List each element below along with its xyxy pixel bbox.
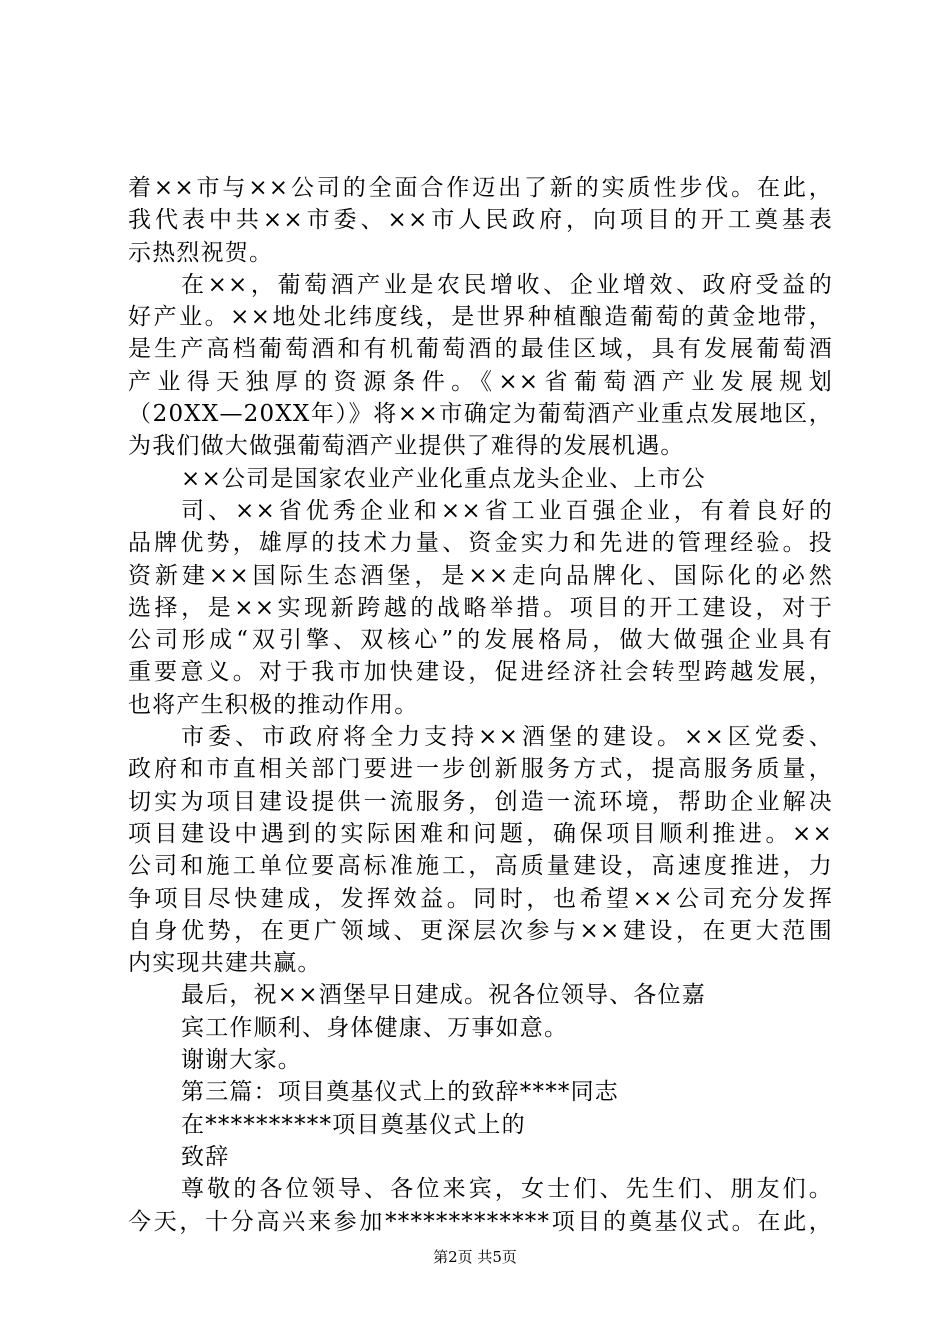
- text-line: 品牌优势，雄厚的技术力量、资金实力和先进的管理经验。投: [128, 530, 833, 557]
- text-line: 在**********项目奠基仪式上的: [181, 1111, 526, 1138]
- text-line: 示热烈祝贺。: [128, 239, 274, 266]
- text-line: 争项目尽快建成，发挥效益。同时，也希望××公司充分发挥: [128, 885, 833, 912]
- page-footer: 第2页 共5页: [433, 1248, 517, 1266]
- text-line: 是生产高档葡萄酒和有机葡萄酒的最佳区域，具有发展葡萄酒: [128, 336, 833, 363]
- text-line: 重要意义。对于我市加快建设，促进经济社会转型跨越发展，: [128, 659, 833, 686]
- text-line: 我代表中共××市委、××市人民政府，向项目的开工奠基表: [128, 207, 833, 234]
- text-line: 最后，祝××酒堡早日建成。祝各位领导、各位嘉: [181, 982, 706, 1009]
- text-line: 谢谢大家。: [181, 1047, 302, 1074]
- text-line: 尊敬的各位领导、各位来宾，女士们、先生们、朋友们。: [181, 1176, 833, 1203]
- text-line: 政府和市直相关部门要进一步创新服务方式，提高服务质量，: [128, 756, 833, 783]
- text-line: 内实现共建共赢。: [128, 950, 322, 977]
- text-line: 市委、市政府将全力支持××酒堡的建设。××区党委、: [181, 724, 833, 751]
- text-line: 宾工作顺利、身体健康、万事如意。: [181, 1014, 569, 1041]
- document-body: [128, 172, 833, 1238]
- text-line: （20XX—20XX年）》将××市确定为葡萄酒产业重点发展地区，: [128, 401, 833, 428]
- text-line: 好产业。××地处北纬度线，是世界种植酿造葡萄的黄金地带，: [128, 304, 833, 331]
- text-line: 第三篇：项目奠基仪式上的致辞****同志: [181, 1079, 619, 1106]
- text-line: 公司和施工单位要高标准施工，高质量建设，高速度推进，力: [128, 853, 833, 880]
- text-line: 今天，十分高兴来参加*************项目的奠基仪式。在此，: [128, 1208, 833, 1235]
- text-line: 在××，葡萄酒产业是农民增收、企业增效、政府受益的: [181, 271, 833, 298]
- text-line: 公司形成“双引擎、双核心”的发展格局，做大做强企业具有: [128, 627, 833, 654]
- text-line: 产业得天独厚的资源条件。《××省葡萄酒产业发展规划: [128, 368, 833, 395]
- text-line: 资新建××国际生态酒堡，是××走向品牌化、国际化的必然: [128, 562, 833, 589]
- text-line: 自身优势，在更广领域、更深层次参与××建设，在更大范围: [128, 917, 833, 944]
- text-line: 选择，是××实现新跨越的战略举措。项目的开工建设，对于: [128, 594, 833, 621]
- text-line: 着××市与××公司的全面合作迈出了新的实质性步伐。在此，: [128, 175, 833, 201]
- text-line: 也将产生积极的推动作用。: [128, 691, 419, 718]
- text-line: 为我们做大做强葡萄酒产业提供了难得的发展机遇。: [128, 433, 685, 460]
- text-line: 项目建设中遇到的实际困难和问题，确保项目顺利推进。××: [128, 820, 833, 847]
- text-line: 切实为项目建设提供一流服务，创造一流环境，帮助企业解决: [128, 788, 833, 815]
- text-line: 致辞: [181, 1143, 230, 1170]
- text-line: 司、××省优秀企业和××省工业百强企业，有着良好的: [181, 497, 833, 524]
- text-line: ××公司是国家农业产业化重点龙头企业、上市公: [181, 465, 706, 492]
